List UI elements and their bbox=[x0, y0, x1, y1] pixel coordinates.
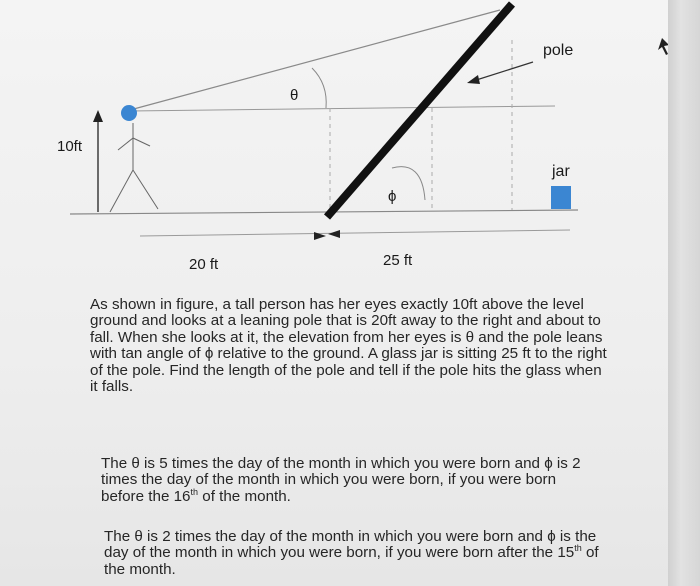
page-edge bbox=[668, 0, 700, 586]
person-leg-right bbox=[133, 170, 158, 209]
condition-2-tail: of the month. bbox=[104, 544, 599, 578]
distance-label-25ft: 25 ft bbox=[383, 252, 413, 269]
condition-1-tail: of the month. bbox=[198, 487, 291, 505]
ground-line bbox=[70, 210, 578, 214]
person-arm-left bbox=[118, 138, 133, 150]
phi-arc bbox=[392, 167, 425, 200]
person-leg-left bbox=[110, 170, 133, 212]
theta-label: θ bbox=[290, 87, 299, 104]
base-marker-right bbox=[328, 230, 340, 238]
line-of-sight bbox=[130, 10, 500, 110]
jar-label: jar bbox=[552, 163, 570, 180]
problem-statement: As shown in figure, a tall person has her eyes exactly 10ft above the level ground and looks at a leaning pole that is 20ft away to the right and about to fall. When she looks at it, the elevation from her eyes is θ and the pole leans with tan angle of ϕ relative to the ground. A glass jar is sitting 25 ft to the right of the pole. Find the length of the pole and tell if the pole hits the glass when it falls. bbox=[90, 296, 607, 396]
condition-2-text: The θ is 2 times the day of the month in which you were born and ϕ is the day of the month in which you were born, if you were born after the 15 bbox=[104, 528, 597, 562]
pole-pointer-arrow bbox=[470, 62, 533, 82]
condition-born-after-15th bbox=[104, 529, 604, 578]
condition-2-ordinal: th bbox=[574, 543, 582, 554]
theta-arc bbox=[312, 68, 326, 108]
ground-line-lower bbox=[140, 230, 570, 236]
mouse-cursor-icon bbox=[658, 38, 668, 55]
person-arm-right bbox=[133, 138, 150, 146]
condition-1-text: The θ is 5 times the day of the month in which you were born and ϕ is 2 times the day of the month in which you were born, if you were born before the 16 bbox=[101, 455, 581, 505]
condition-born-before-16th bbox=[101, 456, 601, 505]
condition-1-ordinal: th bbox=[190, 486, 199, 497]
jar bbox=[551, 186, 571, 209]
phi-label: ϕ bbox=[388, 188, 397, 205]
pole-label: pole bbox=[543, 42, 574, 59]
eye-level-line bbox=[130, 106, 555, 111]
pole-pointer-arrowhead bbox=[467, 75, 480, 84]
pole bbox=[327, 4, 512, 217]
person-head bbox=[121, 105, 137, 121]
height-label: 10ft bbox=[57, 138, 83, 155]
height-arrowhead bbox=[93, 110, 103, 122]
distance-label-20ft: 20 ft bbox=[189, 256, 219, 273]
